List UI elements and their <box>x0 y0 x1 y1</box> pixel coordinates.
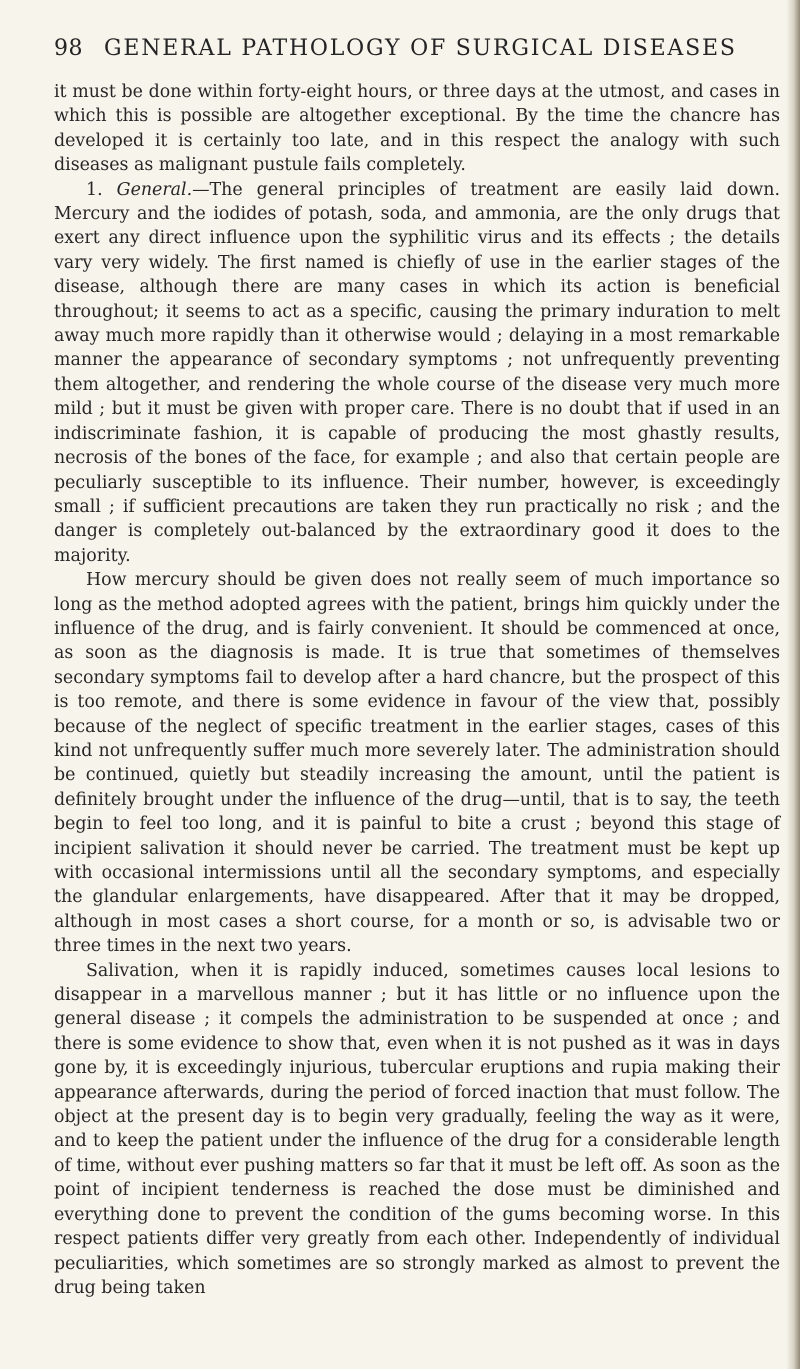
paragraph-2-text: —The general principles of treatment are easily laid down. Mercury and the iodides of potash, soda, and ammonia, are the only drugs that exert any direct influence upon the syphilitic virus and its effects ; the details vary very widely. The first named is chiefly of use in the earlier stages of the disease, although there are many cases in which its action is beneficial throughout; it seems to act as a specific, causing the primary induration to melt away much more rapidly than it otherwise would ; delaying in a most remarkable manner the appearance of secondary symptoms ; not unfrequently preventing them altogether, and rendering the whole course of the disease very much more mild ; but it must be given with proper care. There is no doubt that if used in an indiscriminate fashion, it is capable of producing the most ghastly results, necrosis of the bones of the face, for example ; and also that certain people are peculiarly susceptible to its influence. Their number, however, is exceedingly small ; if sufficient precautions are taken they run practically no risk ; and the danger is completely out-balanced by the extraordinary good it does to the majority. <box>54 179 780 566</box>
page-edge-shadow <box>786 0 800 1369</box>
paragraph-3 <box>54 568 780 959</box>
paragraph-4-text: Salivation, when it is rapidly induced, sometimes causes local lesions to disappear in a marvellous manner ; but it has little or no influence upon the general disease ; it compels the administration to be suspended at once ; and there is some evidence to show that, even when it is not pushed as it was in days gone by, it is exceedingly injurious, tubercular eruptions and rupia making their appearance afterwards, during the period of forced inaction that must follow. The object at the present day is to begin very gradually, feeling the way as it were, and to keep the patient under the influence of the drug for a considerable length of time, without ever pushing matters so far that it must be left off. As soon as the point of incipient tenderness is reached the dose must be diminished and everything done to prevent the condition of the gums becoming worse. In this respect patients differ very greatly from each other. Independently of individual peculiarities, which sometimes are so strongly marked as almost to prevent the drug being taken <box>54 960 780 1298</box>
paragraph-2 <box>54 178 780 569</box>
page-header <box>54 36 784 68</box>
paragraph-1 <box>54 80 780 178</box>
body-text <box>54 80 780 1300</box>
page-number: 98 <box>54 36 83 61</box>
paragraph-3-text: How mercury should be given does not really seem of much importance so long as the method adopted agrees with the patient, brings him quickly under the influence of the drug, and is fairly convenient. It should be commenced at once, as soon as the diagnosis is made. It is true that sometimes of themselves secondary symptoms fail to develop after a hard chancre, but the prospect of this is too remote, and there is some evidence in favour of the view that, possibly because of the neglect of specific treatment in the earlier stages, cases of this kind not unfrequently suffer much more severely later. The administration should be continued, quietly but steadily increasing the amount, until the patient is definitely brought under the influence of the drug—until, that is to say, the teeth begin to feel too long, and it is painful to bite a crust ; beyond this stage of incipient salivation it should never be carried. The treatment must be kept up with occasional intermissions until all the secondary symptoms, and especially the glandular enlargements, have disappeared. After that it may be dropped, although in most cases a short course, for a month or so, is advisable two or three times in the next two years. <box>54 570 780 957</box>
running-head: GENERAL PATHOLOGY OF SURGICAL DISEASES <box>104 36 737 61</box>
paragraph-1-text: it must be done within forty-eight hours, or three days at the utmost, and cases in which this is possible are altogether exceptional. By the time the chancre has developed it is certainly too late, and in this respect the analogy with such diseases as malignant pustule fails completely. <box>54 82 780 176</box>
section-number: 1. <box>86 179 117 200</box>
paragraph-4 <box>54 959 780 1301</box>
section-title: General. <box>116 179 193 200</box>
